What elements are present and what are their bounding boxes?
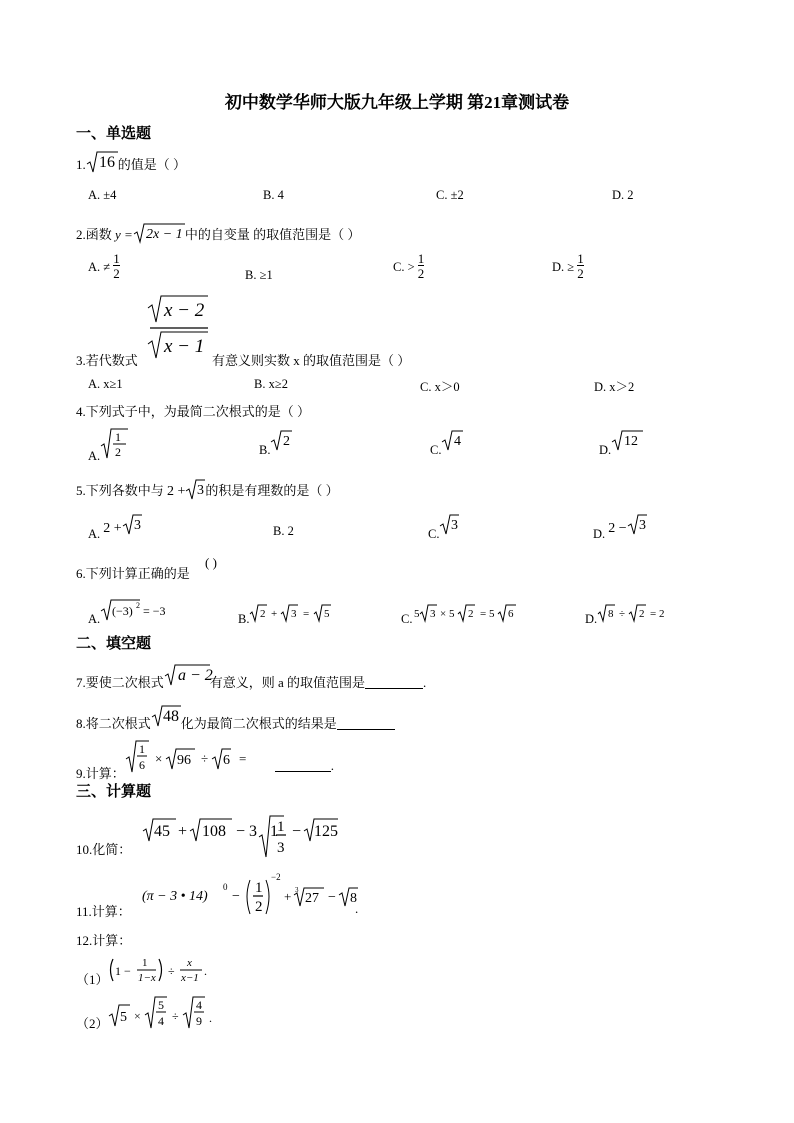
q4-option-b-label: B. [259,443,271,457]
q4-option-c[interactable] [430,430,463,458]
q1-stem: 的值是（ ） [117,157,187,172]
q2-stem-end: 中的自变量 的取值范围是（ ） [184,227,361,242]
fraction-numerator: 1 [577,251,584,266]
question-2 [76,222,360,244]
radicand: (−3) [112,604,133,618]
q4-option-d-sqrt [611,430,643,452]
fraction-denominator: 2 [255,899,263,915]
radicand: 2 [283,434,291,449]
q5-stem-start: 5.下列各数中与 [76,483,164,498]
q6-option-c-label: C. [401,612,413,626]
q8-sqrt-expression [151,704,181,728]
q1-option-b[interactable]: B. 4 [263,188,284,202]
fraction-denominator: 2 [113,266,120,281]
q12-part-2-expression [108,996,220,1030]
fraction-denominator: 2 [577,266,584,281]
q7-period: . [423,675,427,690]
q2-option-b[interactable]: B. ≥1 [245,268,273,282]
times: × [154,751,163,766]
fraction-numerator: 5 [158,998,164,1012]
radicand: 3 [197,483,205,498]
q2-option-a-label: A. ≠ [88,260,111,274]
radicand: 3 [133,518,141,533]
question-9 [76,740,334,782]
fraction-denominator: 6 [138,758,145,772]
fraction-numerator-2: 4 [196,998,202,1012]
q4-option-b-sqrt [270,430,292,452]
q7-sqrt-expression [164,663,213,687]
divide: ÷ [200,751,208,766]
section-heading-calculation: 三、计算题 [76,784,152,800]
equals: = 2 [650,608,665,620]
q5-stem-end: 的积是有理数的是（ ） [205,483,339,498]
q6-option-a-label: A. [88,612,101,626]
question-7 [76,663,426,691]
exponent-zero: 0 [223,882,228,892]
fraction-numerator: 1 [113,251,120,266]
fraction-denominator: 1−x [138,972,156,984]
q2-option-c-label: C. > [393,260,415,274]
mixed-numerator: 1 [277,819,285,835]
fraction-denominator-2: 9 [196,1014,202,1028]
fraction-denominator: 4 [158,1014,164,1028]
mixed-whole: 1 [270,823,278,840]
one-minus: 1 − [115,964,131,978]
q6-option-b-expression [249,603,335,623]
q5-option-c-label: C. [428,527,440,541]
q4-option-b[interactable] [259,430,292,458]
rhs: = −3 [143,604,166,618]
q3-option-b[interactable]: B. x≥2 [254,377,288,391]
q5-option-a-label: A. [88,527,101,541]
q2-option-c[interactable] [393,252,424,280]
fraction-numerator: 1 [255,880,263,896]
q12-part-1-expression [108,953,218,987]
radicand: 12 [624,434,639,449]
section-heading-single-choice: 一、单选题 [76,126,152,142]
q5-option-d-prefix: 2 − [608,521,627,536]
q9-stem: 9.计算： [76,766,125,781]
q3-stem-end: 有意义则实数 x 的取值范围是（ ） [212,353,411,368]
radicand-3: 6 [222,753,230,768]
radicand-2: 3 [291,608,297,620]
question-10-stem: 10.化简： [76,842,132,857]
q3-option-c[interactable]: C. x＞0 [420,380,460,394]
radicand-3: 6 [508,608,514,620]
q2-radicand: 2x − 1 [145,227,183,242]
q1-option-c[interactable]: C. ±2 [436,188,464,202]
fraction-denominator-2: x−1 [181,972,199,984]
q3-denominator-radicand: x − 1 [164,336,205,357]
q6-option-d[interactable] [585,603,671,627]
q5-option-a-sqrt [122,514,142,536]
q3-numerator-radicand: x − 2 [164,300,205,321]
q6-option-a[interactable] [88,598,172,627]
q3-stem-start: 3.若代数式 [76,353,138,368]
equals-coefficient: = 5 [480,608,495,620]
minus-2: − [328,890,336,905]
q2-option-a-fraction [113,252,120,280]
q5-option-a[interactable] [88,514,142,542]
q8-stem-end: 化为最简二次根式的结果是 [180,716,337,731]
question-11-stem: 11.计算： [76,904,131,919]
q2-option-d[interactable] [552,252,584,280]
times: × [134,1009,141,1023]
minus: − [232,889,240,904]
q2-option-d-label: D. ≥ [552,260,575,274]
q7-stem-start: 7.要使二次根式 [76,675,164,690]
q6-option-c-expression [412,603,520,623]
fraction-denominator: 2 [115,445,122,459]
radicand-1: 5 [120,1010,127,1025]
q4-option-d-label: D. [599,443,612,457]
q3-option-a[interactable]: A. x≥1 [88,377,123,391]
q5-option-a-prefix: 2 + [103,521,122,536]
fraction-numerator-2: x [187,957,192,969]
q9-answer-blank[interactable] [275,760,331,772]
fraction-numerator: 1 [138,742,145,756]
divide: ÷ [172,1009,179,1023]
cube-radicand: 27 [305,891,319,906]
radicand-2: 96 [176,753,191,768]
question-6-stem: 6.下列计算正确的是 [76,566,190,581]
operator: ÷ [619,608,626,620]
fraction-denominator: 2 [417,266,425,281]
radicand-1: 45 [154,823,170,840]
q6-option-a-expression [100,598,172,622]
radicand-8: 8 [350,891,357,906]
question-1 [76,150,186,174]
q5-option-d-label: D. [593,527,606,541]
plus: + [284,889,292,904]
exponent-neg-two: −2 [271,872,281,882]
q4-option-a-label: A. [88,449,101,463]
times-coefficient: × 5 [440,608,455,620]
q11-period: . [355,901,359,916]
equals: = [238,751,247,766]
minus-coefficient: − 3 [236,823,258,840]
radicand-4: 125 [314,823,338,840]
q3-fraction-expression [146,294,210,362]
q5-option-c[interactable] [428,514,459,542]
section-heading-fill-blank: 二、填空题 [76,636,152,652]
coefficient-1: 5 [414,608,420,620]
q9-period: . [330,758,335,773]
operator: + [271,608,278,620]
q6-option-d-expression [597,603,671,623]
pi-minus-term: (π − 3 • 14) [142,889,208,904]
q10-expression [142,815,338,859]
q4-option-d[interactable] [599,430,643,458]
q6-option-d-label: D. [585,612,598,626]
mixed-denominator: 3 [277,840,285,856]
q5-option-b[interactable]: B. 2 [273,524,294,538]
radicand-2: 2 [639,608,645,620]
plus: + [178,823,188,840]
q5-expr-prefix: 2 + [167,484,186,499]
q7-stem-end: 有意义，则 a 的取值范围是 [209,675,366,690]
q4-option-a-sqrt [100,428,130,460]
q5-expr-sqrt [185,479,205,501]
q6-answer-paren: ( ) [205,555,217,570]
question-4-stem: 4.下列式子中，为最简二次根式的是（ ） [76,404,311,419]
q2-option-a[interactable] [88,252,120,280]
q6-option-b-label: B. [238,612,250,626]
question-5 [76,479,339,501]
page-title: 初中数学华师大版九年级上学期 第21章测试卷 [224,93,570,112]
q3-option-d[interactable]: D. x＞2 [594,380,635,394]
radicand: a − 2 [177,667,213,684]
fraction-numerator: 1 [142,957,148,969]
radicand: 3 [451,518,459,533]
q1-sqrt-expression [86,150,118,174]
radicand: 48 [162,708,179,725]
q1-radicand: 16 [98,154,115,171]
radicand-3: 5 [324,608,330,620]
radicand-2: 2 [468,608,474,620]
q1-number: 1. [76,157,86,172]
q12-part-1-label: （1） [76,972,109,987]
equals: = [303,608,310,620]
period: . [204,964,207,978]
minus: − [292,823,302,840]
radicand: 3 [638,518,646,533]
q4-option-c-sqrt [441,430,463,452]
q1-option-d[interactable]: D. 2 [612,188,634,202]
exponent: 2 [136,601,141,610]
q2-function-lhs: y = [115,227,133,242]
q6-option-c[interactable] [401,603,520,627]
q2-option-d-fraction [577,252,584,280]
q8-stem-start: 8.将二次根式 [76,716,151,731]
q2-option-c-fraction [418,252,425,280]
question-12-stem: 12.计算： [76,933,132,948]
question-8 [76,704,395,732]
q2-sqrt-expression [133,222,185,244]
q7-answer-blank[interactable] [365,677,423,689]
q12-part-2-label: （2） [76,1016,109,1031]
radicand-1: 3 [430,608,436,620]
q4-option-c-label: C. [430,443,442,457]
q4-option-a[interactable] [88,428,130,464]
q5-option-d-sqrt [627,514,647,536]
q2-stem-start: 2.函数 [76,227,112,242]
q11-expression [142,870,362,918]
q6-option-b[interactable] [238,603,335,627]
radicand-2: 108 [202,823,226,840]
radicand: 4 [454,434,462,449]
q9-expression [125,740,275,774]
fraction-numerator: 1 [115,430,122,444]
period: . [209,1011,212,1025]
radicand-1: 2 [260,608,266,620]
q5-option-d[interactable] [593,514,647,542]
q1-option-a[interactable]: A. ±4 [88,188,117,202]
divide: ÷ [168,964,175,978]
q8-answer-blank[interactable] [337,718,395,730]
fraction-numerator: 1 [417,251,425,266]
q5-option-c-sqrt [439,514,459,536]
cube-root-index: 3 [295,886,299,894]
radicand-1: 8 [608,608,614,620]
